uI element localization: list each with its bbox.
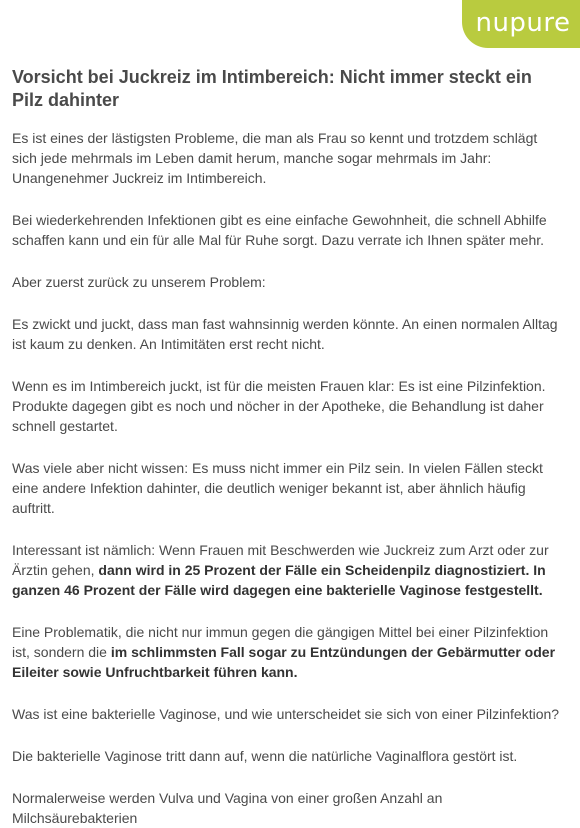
paragraph-intro: Es ist eines der lästigsten Probleme, die man als Frau so kennt und trotzdem schlägt sich jede mehrmals im Leben damit herum, manche sogar mehrmals im Jahr: Unangenehmer Juckreiz im Intimbereich. bbox=[12, 130, 538, 186]
paragraph-risks bbox=[12, 622, 566, 682]
paragraph-not-always-fungus: Was viele aber nicht wissen: Es muss nicht immer ein Pilz sein. In vielen Fällen steckt eine andere Infektion dahinter, die deutlich weniger bekannt ist, aber ähnlich häufig auftritt. bbox=[12, 460, 543, 516]
paragraph-question: Was ist eine bakterielle Vaginose, und wie unterscheidet sie sich von einer Pilzinfektion? bbox=[12, 706, 560, 722]
article-body bbox=[0, 60, 580, 828]
paragraph-vaginal-flora: Normalerweise werden Vulva und Vagina von einer großen Anzahl an Milchsäurebakterien bbox=[12, 790, 443, 826]
article-title: Vorsicht bei Juckreiz im Intimbereich: Nicht immer steckt ein Pilz dahinter bbox=[12, 67, 532, 110]
paragraph-habit: Bei wiederkehrenden Infektionen gibt es eine einfache Gewohnheit, die schnell Abhilfe schaffen kann und ein für alle Mal für Ruhe sorgt. Dazu verrate ich Ihnen später mehr. bbox=[12, 212, 547, 248]
brand-logo-text: nupure bbox=[475, 8, 571, 38]
paragraph-definition: Die bakterielle Vaginose tritt dann auf, wenn die natürliche Vaginalflora gestört ist. bbox=[12, 748, 518, 764]
brand-logo[interactable] bbox=[462, 0, 580, 48]
paragraph-fungal-assumption: Wenn es im Intimbereich juckt, ist für die meisten Frauen klar: Es ist eine Pilzinfektion. Produkte dagegen gibt es noch und nöcher in der Apotheke, die Behandlung ist daher schnell gestartet. bbox=[12, 378, 546, 434]
email-header bbox=[0, 0, 580, 60]
paragraph-back-to-problem: Aber zuerst zurück zu unserem Problem: bbox=[12, 274, 266, 290]
risks-highlight: im schlimmsten Fall sogar zu Entzündungen der Gebärmutter oder Eileiter sowie Unfruchtbarkeit führen kann. bbox=[12, 644, 556, 680]
statistics-text: Interessant ist nämlich: Wenn Frauen mit Beschwerden wie Juckreiz zum Arzt oder zur Ärztin gehen, bbox=[12, 542, 549, 578]
paragraph-itching: Es zwickt und juckt, dass man fast wahnsinnig werden könnte. An einen normalen Alltag ist kaum zu denken. An Intimitäten erst recht nicht. bbox=[12, 316, 558, 352]
paragraph-statistics bbox=[12, 540, 566, 600]
risks-text: Eine Problematik, die nicht nur immun gegen die gängigen Mittel bei einer Pilzinfektion ist, sondern die bbox=[12, 624, 549, 660]
statistics-highlight: dann wird in 25 Prozent der Fälle ein Scheidenpilz diagnostiziert. In ganzen 46 Prozent der Fälle wird dagegen eine bakterielle Vaginose festgestellt. bbox=[12, 562, 546, 598]
